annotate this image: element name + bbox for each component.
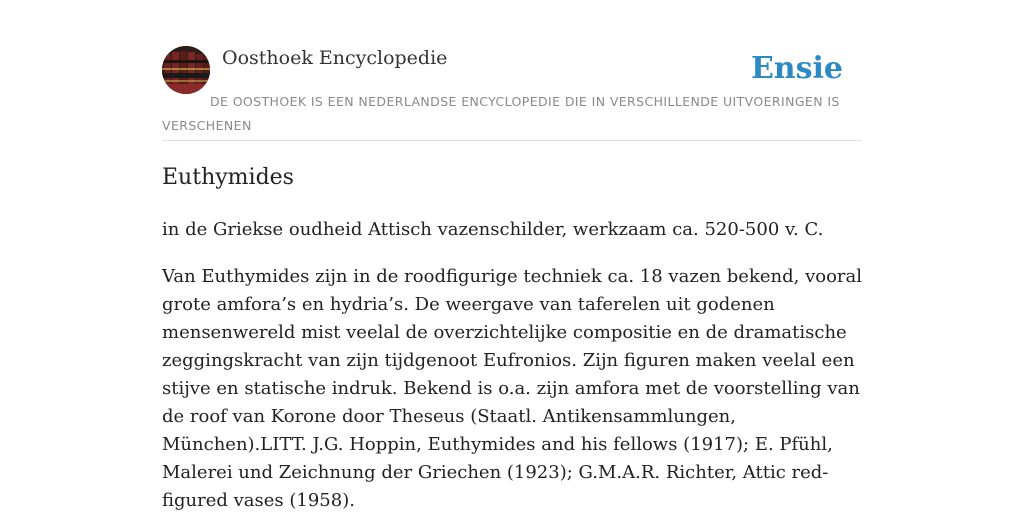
encyclopedia-books-icon[interactable]	[162, 46, 210, 94]
site-header	[162, 46, 862, 141]
article	[162, 162, 868, 512]
site-title[interactable]: Oosthoek Encyclopedie	[222, 47, 448, 69]
article-body: Van Euthymides zijn in de roodfigurige techniek ca. 18 vazen bekend, vooral grote amfora’s en hydria’s. De weergave van taferelen uit godenen mensenwereld mist veelal de overzichtelijke compositie en de dramatische zeggingskracht van zijn tijdgenoot Eufronios. Zijn figuren maken veelal een stijve en statische indruk. Bekend is o.a. zijn amfora met de voorstelling van de roof van Korone door Theseus (Staatl. Antikensammlungen, München).LITT. J.G. Hoppin, Euthymides and his fellows (1917); E. Pfühl, Malerei und Zeichnung der Griechen (1923); G.M.A.R. Richter, Attic red-figured vases (1958).	[162, 266, 863, 511]
article-title: Euthymides	[162, 165, 294, 190]
site-tagline: DE OOSTHOEK IS EEN NEDERLANDSE ENCYCLOPEDIE DIE IN VERSCHILLENDE UITVOERINGEN IS VERSCHENEN	[162, 94, 840, 133]
article-summary: in de Griekse oudheid Attisch vazenschilder, werkzaam ca. 520-500 v. C.	[162, 219, 824, 240]
brand-logo[interactable]: Ensie	[750, 51, 843, 86]
